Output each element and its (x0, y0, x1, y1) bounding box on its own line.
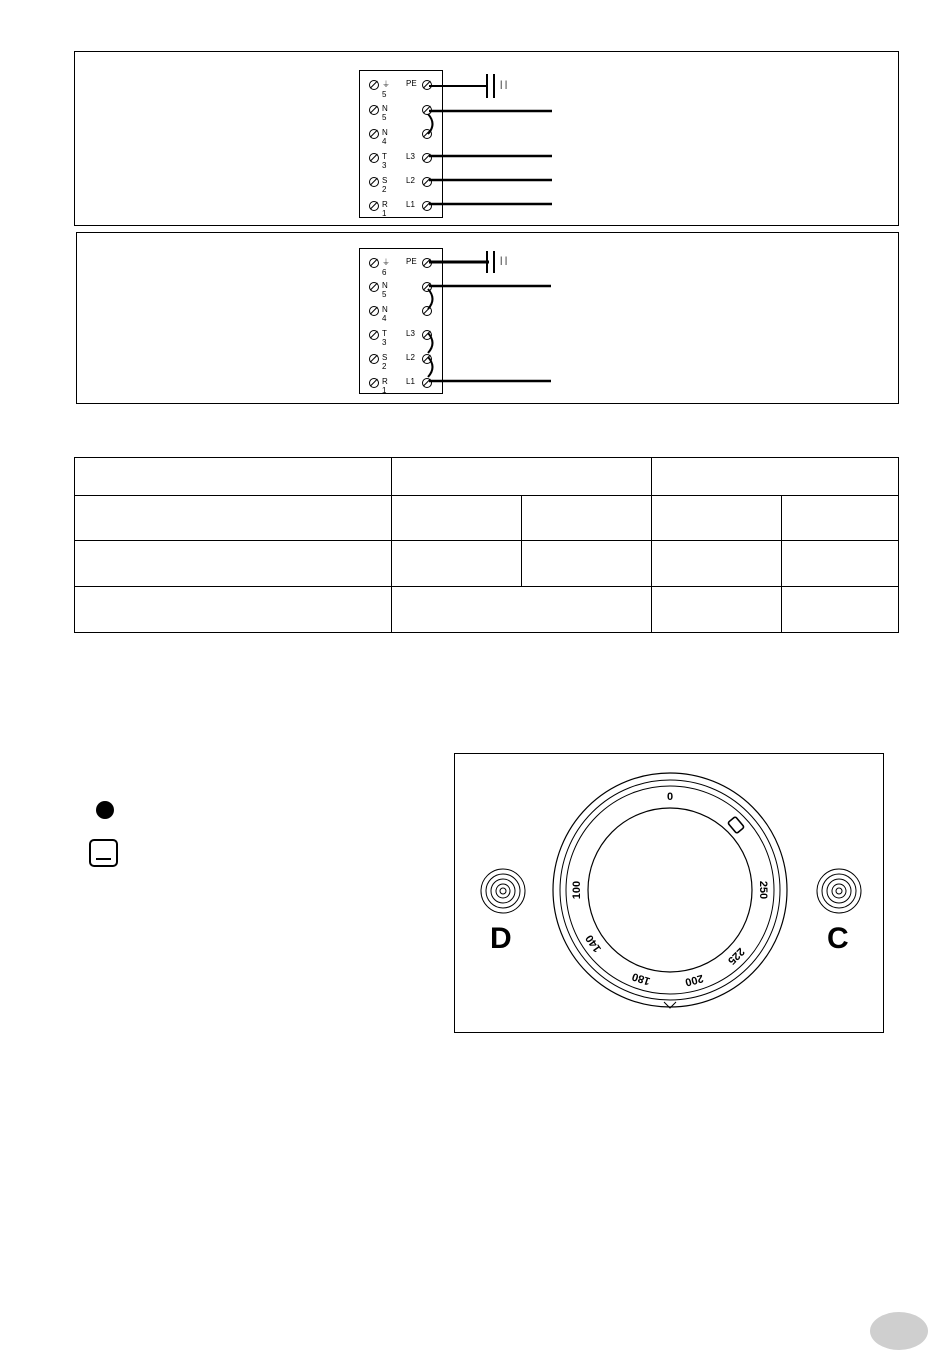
wiring-lines-2 (77, 233, 900, 405)
table-cell (392, 541, 522, 587)
oven-symbol-icon (89, 839, 118, 867)
filled-circle-icon (96, 801, 114, 819)
terminal-right-label: L2 (406, 353, 415, 362)
terminal-left-label: N 4 (382, 305, 389, 323)
indicator-lamp-left (478, 866, 528, 916)
dial-scale-label: 140 (583, 932, 604, 955)
table-cell (782, 587, 899, 633)
terminal-right-label: PE (406, 257, 417, 266)
wiring-diagram-1 (74, 51, 899, 226)
table-cell (522, 541, 652, 587)
dial-scale-label: 0 (666, 790, 674, 803)
terminal-left-label: R 1 (382, 377, 389, 395)
table-cell (522, 496, 652, 541)
table-row (75, 587, 899, 633)
table-row (75, 541, 899, 587)
wiring-diagram-2 (76, 232, 899, 404)
ground-mark: | | (500, 255, 508, 265)
spec-table (74, 457, 899, 633)
terminal-left-label: S 2 (382, 353, 389, 371)
dial-scale-label: 100 (570, 880, 583, 900)
control-panel (454, 753, 884, 1033)
terminal-right-label: PE (406, 79, 417, 88)
terminal-left-label: R 1 (382, 200, 389, 218)
ground-mark: | | (500, 79, 508, 89)
table-cell (75, 458, 392, 496)
dial-scale-label: 180 (630, 969, 652, 988)
dial-scale-label: 250 (757, 880, 770, 900)
table-cell (392, 458, 652, 496)
table-cell (652, 496, 782, 541)
temperature-dial[interactable] (550, 770, 790, 1010)
table-cell (75, 587, 392, 633)
terminal-left-label: T 3 (382, 329, 388, 347)
table-cell (652, 541, 782, 587)
page-number-badge (870, 1312, 928, 1350)
terminal-right-label: L1 (406, 377, 415, 386)
terminal-left-label: ⏚ 6 (382, 258, 391, 277)
terminal-left-label: N 4 (382, 128, 389, 146)
terminal-right-label: L1 (406, 200, 415, 209)
terminal-right-label: L2 (406, 176, 415, 185)
terminal-right-label: L3 (406, 329, 415, 338)
terminal-left-label: T 3 (382, 152, 388, 170)
table-cell (392, 587, 652, 633)
table-cell (652, 458, 899, 496)
dial-scale-label: 200 (683, 971, 705, 989)
table-row (75, 458, 899, 496)
table-cell (782, 496, 899, 541)
terminal-right-label: L3 (406, 152, 415, 161)
lamp-label-c: C (827, 922, 849, 955)
terminal-left-label: N 5 (382, 281, 389, 299)
table-cell (75, 541, 392, 587)
table-cell (652, 587, 782, 633)
terminal-left-label: S 2 (382, 176, 389, 194)
wiring-lines-1 (75, 52, 900, 227)
table-cell (392, 496, 522, 541)
terminal-left-label: N 5 (382, 104, 389, 122)
table-row (75, 496, 899, 541)
table-cell (782, 541, 899, 587)
lamp-label-d: D (490, 922, 512, 955)
table-cell (75, 496, 392, 541)
indicator-lamp-right (814, 866, 864, 916)
dial-scale-label: 225 (725, 945, 747, 967)
terminal-left-label: ⏚ 5 (382, 80, 391, 99)
